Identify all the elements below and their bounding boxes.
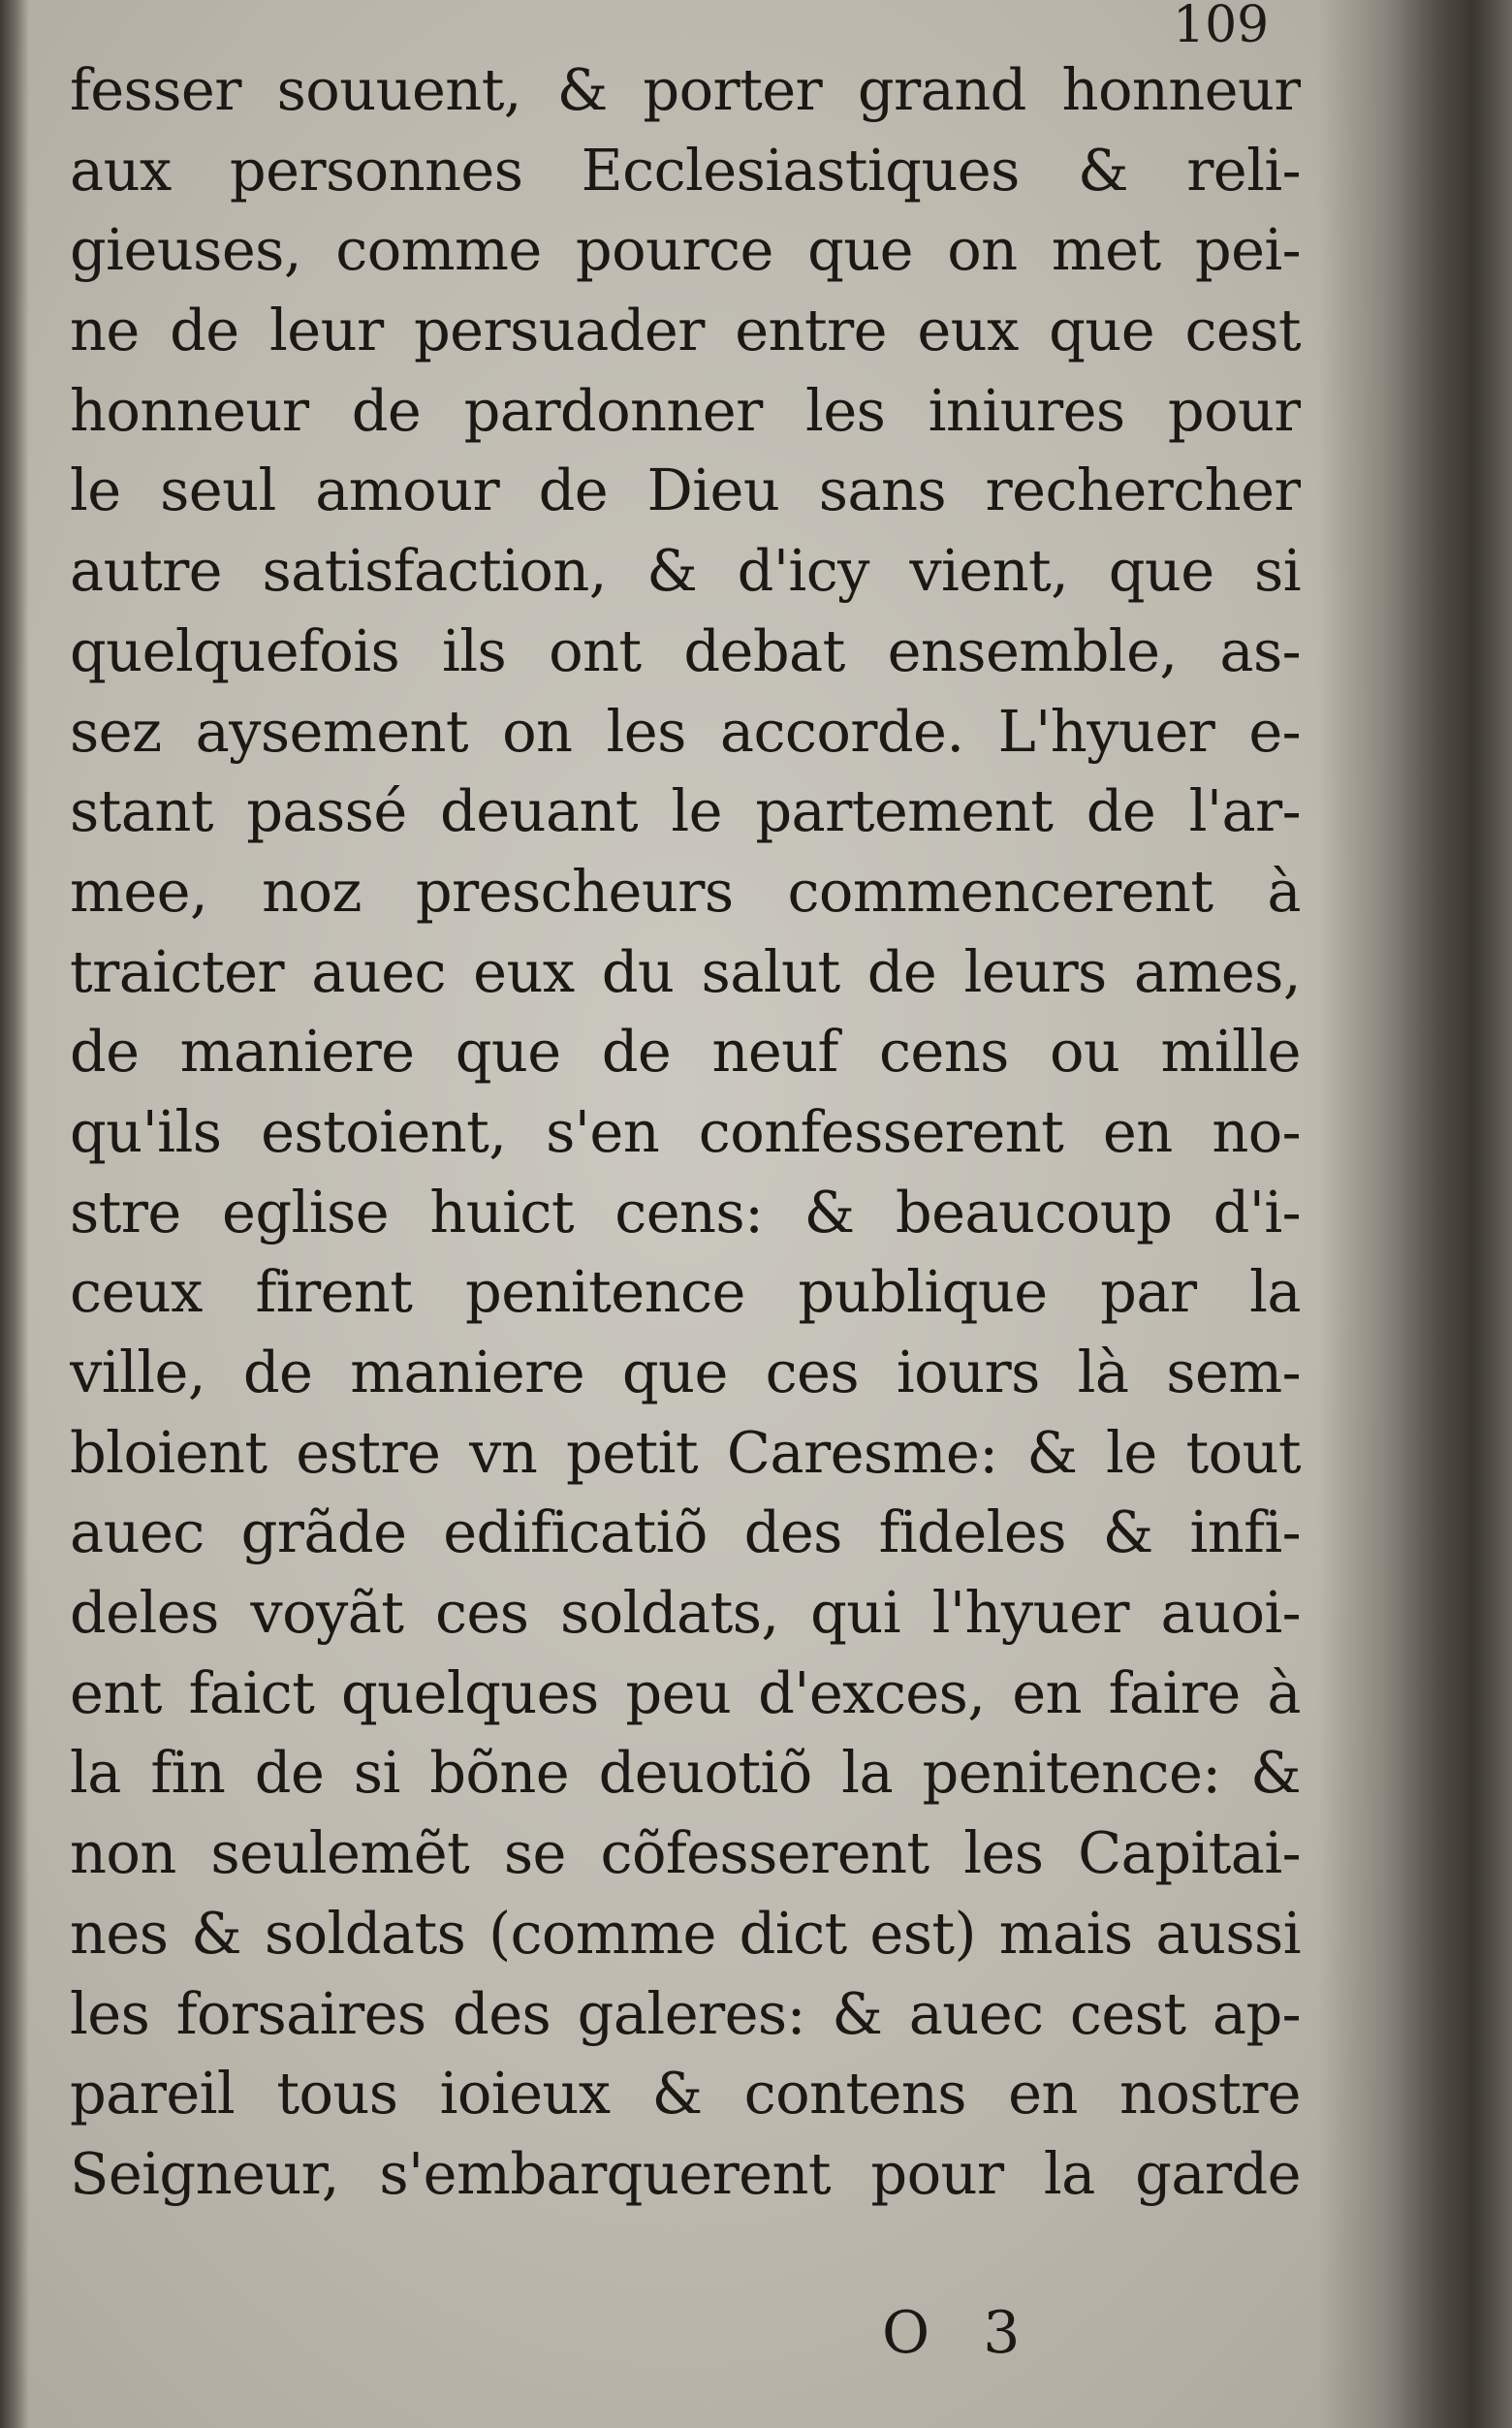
text-line: honneur de pardonner les iniures pour	[70, 376, 1301, 444]
text-line: de maniere que de neuf cens ou mille	[70, 1018, 1301, 1086]
body-text	[70, 50, 1301, 2215]
spine-shadow	[0, 0, 29, 2428]
text-line: gieuses, comme pource que on met pei-	[70, 216, 1301, 284]
text-line: traicter auec eux du salut de leurs ames,	[70, 937, 1301, 1005]
page-edge-shadow	[1318, 0, 1512, 2428]
text-line: deles voyãt ces soldats, qui l'hyuer auoi-	[70, 1579, 1301, 1647]
text-line: stant passé deuant le partement de l'ar-	[70, 777, 1301, 845]
text-line: ent faict quelques peu d'exces, en faire à	[70, 1658, 1301, 1726]
page-number: 109	[1173, 0, 1270, 54]
text-line: quelquefois ils ont debat ensemble, as-	[70, 616, 1301, 684]
text-line: fesser souuent, & porter grand honneur	[70, 56, 1301, 123]
text-line: non seulemẽt se cõfesserent les Capitai-	[70, 1819, 1301, 1887]
text-line: sez aysement on les accorde. L'hyuer e-	[70, 697, 1301, 765]
signature-mark: O 3	[882, 2299, 1038, 2367]
text-line: ne de leur persuader entre eux que cest	[70, 297, 1301, 364]
text-line: Seigneur, s'embarquerent pour la garde	[70, 2139, 1301, 2207]
text-line: stre eglise huict cens: & beaucoup d'i-	[70, 1178, 1301, 1246]
text-line: pareil tous ioieux & contens en nostre	[70, 2060, 1301, 2128]
text-line: qu'ils estoient, s'en confesserent en no-	[70, 1097, 1301, 1165]
text-line: auec grãde edificatiõ des fideles & infi-	[70, 1498, 1301, 1566]
text-line: bloient estre vn petit Caresme: & le tout	[70, 1418, 1301, 1486]
text-line: nes & soldats (comme dict est) mais aussi	[70, 1899, 1301, 1967]
text-line: ceux firent penitence publique par la	[70, 1258, 1301, 1326]
text-line: ville, de maniere que ces iours là sem-	[70, 1339, 1301, 1405]
text-line: le seul amour de Dieu sans rechercher	[70, 457, 1301, 524]
text-line: les forsaires des galeres: & auec cest ap-	[70, 1979, 1301, 2047]
text-line: mee, noz prescheurs commencerent à	[70, 857, 1301, 925]
text-line: aux personnes Ecclesiastiques & reli-	[70, 136, 1301, 204]
text-line: autre satisfaction, & d'icy vient, que si	[70, 537, 1301, 605]
text-line: la fin de si bõne deuotiõ la penitence: &	[70, 1739, 1301, 1807]
